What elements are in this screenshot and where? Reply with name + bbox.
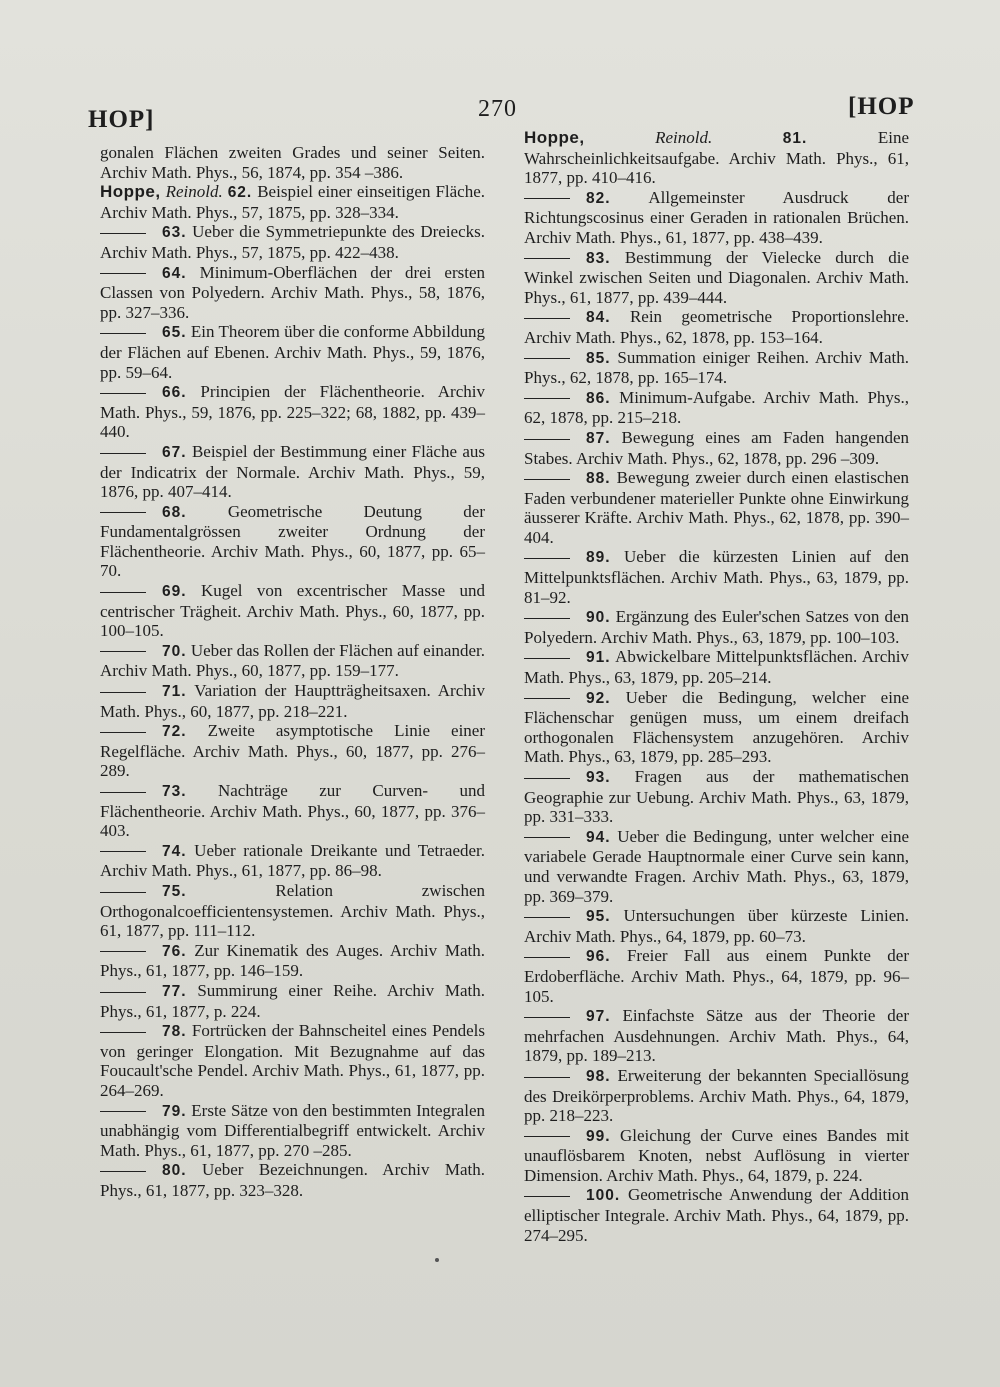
ditto-dash	[524, 1017, 570, 1018]
entry-text: Ueber die Bedingung, unter welcher eine variabele Gerade Hauptnormale einer Curve sein kann, und verwandte Fragen. Archiv Math. Phys., 63, 1879, pp. 369–379.	[524, 826, 910, 906]
ditto-dash	[100, 1032, 146, 1033]
entry-number: 68.	[162, 503, 187, 521]
ditto-dash	[100, 1171, 146, 1172]
author-given-name: Reinold.	[165, 182, 223, 202]
ditto-dash	[524, 1196, 570, 1197]
bibliography-entry	[524, 1126, 909, 1186]
entry-text: Ueber rationale Dreikante und Tetraeder. Archiv Math. Phys., 61, 1877, pp. 86–98.	[100, 840, 486, 881]
entry-text: Zur Kinematik des Auges. Archiv Math. Phys., 61, 1877, pp. 146–159.	[100, 940, 485, 981]
ditto-dash	[100, 592, 146, 593]
entry-number: 89.	[586, 549, 611, 567]
bibliography-entry	[100, 382, 485, 442]
entry-number: 86.	[586, 389, 611, 407]
author-given-name: Reinold.	[655, 128, 713, 147]
entry-text: Kugel von excentrischer Masse und centrischer Trägheit. Archiv Math. Phys., 60, 1877, pp. 100–105.	[100, 581, 485, 641]
ditto-dash	[524, 618, 570, 619]
entry-number: 71.	[162, 683, 187, 701]
bibliography-entry	[524, 1066, 909, 1126]
author-name: Hoppe,	[100, 182, 161, 202]
entry-text: Beispiel der Bestimmung einer Fläche aus der Indicatrix der Normale. Archiv Math. Phys., 59, 1876, pp. 407–414.	[100, 441, 486, 502]
entry-text: Bewegung eines am Faden hangenden Stabes. Archiv Math. Phys., 62, 1878, pp. 296 –309.	[524, 427, 909, 468]
ditto-dash	[524, 258, 570, 259]
entry-text: Ergänzung des Euler'schen Satzes von den Polyedern. Archiv Math. Phys., 63, 1879, pp. 100–103.	[524, 607, 909, 647]
entry-text: Geometrische Deutung der Fundamentalgrössen zweiter Ordnung der Flächentheorie. Archiv Math. Phys., 60, 1877, pp. 65–70.	[100, 501, 485, 581]
entry-number: 85.	[586, 349, 611, 367]
entry-text: Fragen aus der mathematischen Geographie zur Uebung. Archiv Math. Phys., 63, 1879, pp. 331–333.	[524, 767, 909, 827]
ditto-dash	[100, 892, 146, 893]
entry-number: 63.	[162, 224, 187, 242]
bibliography-entry	[100, 222, 485, 262]
entry-text: Allgemeinster Ausdruck der Richtungscosinus einer Geraden in rationalen Brüchen. Archiv Math. Phys., 61, 1877, pp. 438–439.	[524, 187, 909, 247]
bibliography-entry	[524, 307, 909, 347]
bibliography-entry	[524, 946, 909, 1006]
ditto-dash	[524, 479, 570, 480]
ditto-dash	[524, 398, 570, 399]
entry-text: Relation zwischen Orthogonalcoefficientensystemen. Archiv Math. Phys., 61, 1877, pp. 111–112.	[100, 880, 485, 941]
bibliography-entry	[524, 428, 909, 468]
entry-number: 66.	[162, 384, 187, 402]
bibliography-entry	[100, 263, 485, 323]
ditto-dash	[100, 453, 146, 454]
entry-number: 97.	[586, 1008, 611, 1026]
entry-number: 74.	[162, 842, 187, 860]
entry-text: Untersuchungen über kürzeste Linien. Archiv Math. Phys., 64, 1879, pp. 60–73.	[524, 906, 909, 946]
entry-text: Erste Sätze von den bestimmten Integralen unabhängig vom Differentialbegriff entwickelt. Archiv Math. Phys., 61, 1877, pp. 270 –285.	[100, 1100, 485, 1160]
bibliography-entry	[100, 143, 485, 182]
entry-number: 90.	[586, 609, 611, 627]
ditto-dash	[100, 1111, 146, 1112]
entry-text: Eine Wahrscheinlichkeitsaufgabe. Archiv Math. Phys., 61, 1877, pp. 410–416.	[524, 128, 910, 188]
entry-number: 79.	[162, 1102, 187, 1120]
entry-number: 83.	[586, 249, 611, 267]
entry-number: 76.	[162, 942, 187, 960]
entry-number: 92.	[586, 689, 611, 707]
ditto-dash	[524, 1077, 570, 1078]
ditto-dash	[100, 792, 146, 793]
bibliography-entry	[524, 1185, 909, 1245]
bibliography-entry	[100, 581, 485, 641]
entry-text: Ein Theorem über die conforme Abbildung der Flächen auf Ebenen. Archiv Math. Phys., 59, 1876, pp. 59–64.	[100, 322, 485, 382]
entry-text: Geometrische Anwendung der Addition elliptischer Integrale. Archiv Math. Phys., 64, 1879, pp. 274–295.	[524, 1185, 910, 1245]
entry-text: Bewegung zweier durch einen elastischen Faden verbundener materieller Punkte ohne Einwirkung äusserer Kräfte. Archiv Math. Phys., 62, 1878, pp. 390–404.	[524, 468, 910, 547]
entry-text: Minimum-Oberflächen der drei ersten Classen von Polyedern. Archiv Math. Phys., 58, 1876, pp. 327–336.	[100, 262, 486, 322]
entry-text: Principien der Flächentheorie. Archiv Math. Phys., 59, 1876, pp. 225–322; 68, 1882, pp. 439–440.	[100, 382, 485, 442]
entry-number: 72.	[162, 723, 187, 741]
ditto-dash	[524, 917, 570, 918]
bibliography-entry	[100, 1101, 485, 1161]
entry-number: 80.	[162, 1162, 187, 1180]
entry-number: 81.	[782, 130, 808, 147]
bibliography-entry	[100, 1021, 485, 1100]
bibliography-entry	[524, 388, 909, 428]
entry-number: 69.	[162, 583, 187, 601]
entry-number: 67.	[162, 443, 187, 461]
entry-text: Gleichung der Curve eines Bandes mit unauflösbarem Knoten, nebst Auflösung in vierter Dimension. Archiv Math. Phys., 64, 1879, p. 224.	[524, 1125, 909, 1185]
entry-text: Erweiterung der bekannten Speciallösung des Dreikörperproblems. Archiv Math. Phys., 64, 1879, pp. 218–223.	[524, 1065, 910, 1126]
entry-text: Fortrücken der Bahnscheitel eines Pendels von geringer Elongation. Mit Bezugnahme auf das Foucault'sche Pendel. Archiv Math. Phys., 61, 1877, pp. 264–269.	[100, 1021, 486, 1100]
entry-text: Minimum-Aufgabe. Archiv Math. Phys., 62, 1878, pp. 215–218.	[524, 387, 910, 428]
entry-text: gonalen Flächen zweiten Grades und seiner Seiten. Archiv Math. Phys., 56, 1874, pp. 354 –386.	[100, 143, 485, 182]
running-head-left: HOP]	[88, 106, 155, 133]
bibliography-entry	[524, 188, 909, 248]
entry-text: Ueber das Rollen der Flächen auf einander. Archiv Math. Phys., 60, 1877, pp. 159–177.	[100, 640, 485, 681]
bibliography-entry	[100, 941, 485, 981]
bibliography-entry	[100, 841, 485, 881]
ditto-dash	[524, 957, 570, 958]
entry-number: 98.	[586, 1067, 611, 1085]
entry-text: Beispiel einer einseitigen Fläche. Archiv Math. Phys., 57, 1875, pp. 328–334.	[100, 182, 486, 222]
bibliography-entry	[524, 906, 909, 946]
ditto-dash	[524, 658, 570, 659]
entry-text: Abwickelbare Mittelpunktsflächen. Archiv Math. Phys., 63, 1879, pp. 205–214.	[524, 647, 909, 688]
ditto-dash	[100, 333, 146, 334]
entry-number: 88.	[586, 470, 611, 488]
ditto-dash	[100, 692, 146, 693]
page-number: 270	[478, 96, 517, 122]
bibliography-entry	[100, 981, 485, 1021]
bibliography-entry	[100, 502, 485, 581]
entry-text: Bestimmung der Vielecke durch die Winkel zwischen Seiten und Diagonalen. Archiv Math. Phys., 61, 1877, pp. 439–444.	[524, 247, 910, 307]
bibliography-entry	[100, 721, 485, 781]
entry-text: Summirung einer Reihe. Archiv Math. Phys., 61, 1877, p. 224.	[100, 980, 485, 1021]
bibliography-entry	[524, 827, 909, 906]
entry-number: 96.	[586, 948, 611, 966]
entry-number: 91.	[586, 649, 611, 667]
author-name: Hoppe,	[524, 128, 585, 147]
entry-text: Einfachste Sätze aus der Theorie der mehrfachen Ausdehnungen. Archiv Math. Phys., 64, 1879, pp. 189–213.	[524, 1006, 909, 1066]
entry-number: 82.	[586, 189, 611, 207]
bibliography-entry	[524, 547, 909, 607]
ditto-dash	[524, 198, 570, 199]
entry-text: Ueber die Symmetriepunkte des Dreiecks. Archiv Math. Phys., 57, 1875, pp. 422–438.	[100, 222, 485, 262]
ditto-dash	[100, 651, 146, 652]
ditto-dash	[100, 992, 146, 993]
ditto-dash	[524, 358, 570, 359]
ditto-dash	[524, 439, 570, 440]
entry-text: Variation der Hauptträgheitsaxen. Archiv Math. Phys., 60, 1877, pp. 218–221.	[100, 681, 485, 721]
ditto-dash	[100, 951, 146, 952]
bibliography-entry	[524, 767, 909, 827]
bibliography-entry	[524, 1006, 909, 1066]
entry-text: Rein geometrische Proportionslehre. Archiv Math. Phys., 62, 1878, pp. 153–164.	[524, 307, 909, 347]
bibliography-entry	[100, 881, 485, 941]
bibliography-entry	[524, 348, 909, 388]
ditto-dash	[100, 512, 146, 513]
ditto-dash	[100, 851, 146, 852]
entry-number: 73.	[162, 783, 187, 800]
ditto-dash	[524, 558, 570, 559]
entry-number: 64.	[162, 264, 187, 282]
ditto-dash	[524, 837, 570, 838]
entry-number: 99.	[586, 1127, 611, 1145]
bibliography-entry	[100, 182, 485, 222]
ditto-dash	[100, 393, 146, 394]
entry-number: 75.	[162, 882, 187, 900]
ditto-dash	[524, 318, 570, 319]
entry-text: Ueber die kürzesten Linien auf den Mittelpunktsflächen. Archiv Math. Phys., 63, 1879, pp. 81–92.	[524, 547, 910, 607]
entry-number: 62.	[227, 184, 253, 202]
entry-text: Zweite asymptotische Linie einer Regelfläche. Archiv Math. Phys., 60, 1877, pp. 276–289.	[100, 721, 485, 781]
entry-number: 94.	[586, 828, 611, 846]
ditto-dash	[100, 233, 146, 234]
entry-number: 100.	[586, 1187, 621, 1205]
running-head-right: [HOP	[848, 93, 915, 120]
entry-number: 87.	[586, 429, 611, 447]
ditto-dash	[524, 1136, 570, 1137]
entry-number: 77.	[162, 982, 187, 1000]
entry-text: Nachträge zur Curven- und Flächentheorie. Archiv Math. Phys., 60, 1877, pp. 376–403.	[100, 781, 485, 841]
entry-number: 78.	[162, 1023, 187, 1041]
entry-text: Ueber die Bedingung, welcher eine Flächenschar genügen muss, um einem dreifach orthogonalen Flächensystem anzugehören. Archiv Math. Phys., 63, 1879, pp. 285–293.	[524, 687, 909, 767]
bibliography-entry	[100, 1160, 485, 1200]
bibliography-entry	[524, 607, 909, 647]
ditto-dash	[100, 273, 146, 274]
bibliography-entry	[100, 322, 485, 382]
entry-text: Freier Fall aus einem Punkte der Erdoberfläche. Archiv Math. Phys., 64, 1879, pp. 96–105.	[524, 946, 910, 1006]
left-column	[100, 143, 485, 1200]
bibliography-entry	[100, 442, 485, 502]
bibliography-entry	[524, 688, 909, 767]
ditto-dash	[524, 698, 570, 699]
bibliography-entry	[524, 647, 909, 687]
entry-text: Ueber Bezeichnungen. Archiv Math. Phys., 61, 1877, pp. 323–328.	[100, 1160, 485, 1200]
bibliography-entry	[524, 468, 909, 547]
entry-number: 84.	[586, 309, 611, 327]
bibliography-entry	[524, 248, 909, 308]
bibliography-entry	[524, 128, 909, 188]
printer-mark	[435, 1258, 439, 1262]
entry-number: 65.	[162, 324, 187, 342]
ditto-dash	[100, 732, 146, 733]
bibliography-entry	[100, 781, 485, 841]
entry-text: Summation einiger Reihen. Archiv Math. Phys., 62, 1878, pp. 165–174.	[524, 347, 909, 388]
entry-number: 95.	[586, 908, 611, 926]
bibliography-entry	[100, 681, 485, 721]
entry-number: 93.	[586, 769, 611, 786]
ditto-dash	[524, 778, 570, 779]
entry-number: 70.	[162, 642, 187, 660]
right-column	[524, 128, 909, 1245]
bibliography-entry	[100, 641, 485, 681]
